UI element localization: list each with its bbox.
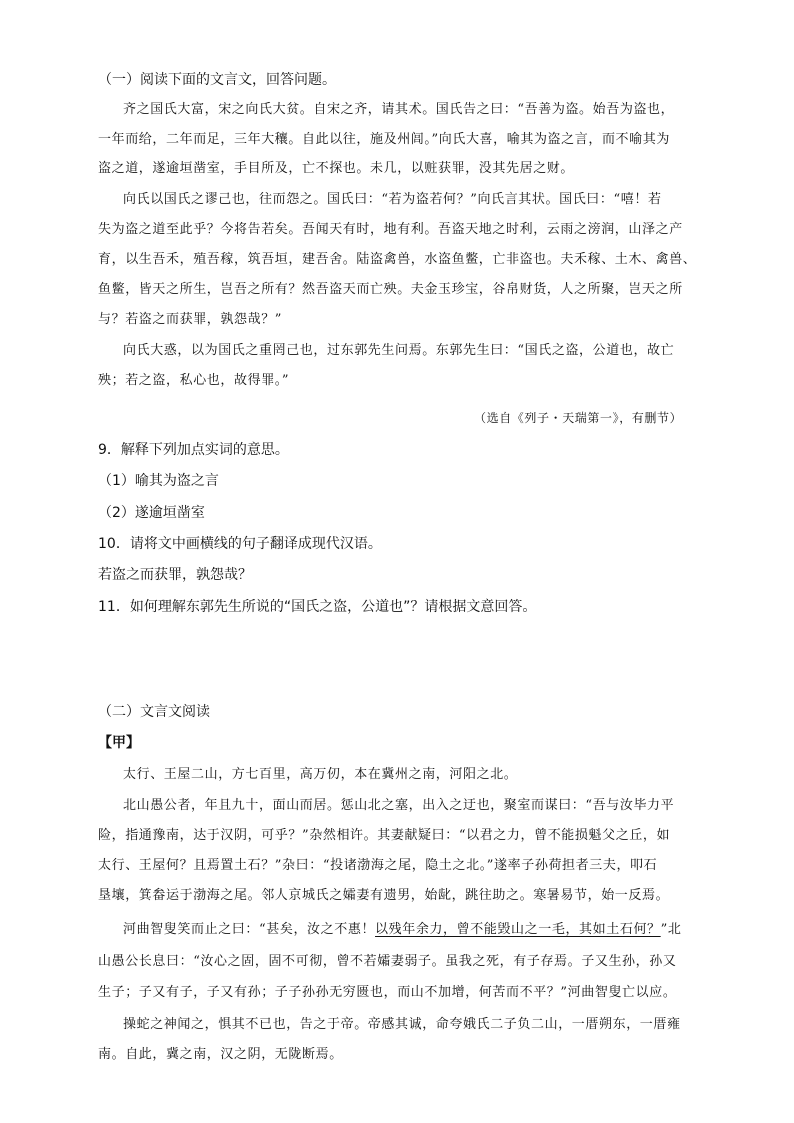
passage1-line: 向氏以国氏之谬己也，往而怨之。国氏曰：“若为盗若何？”向氏言其状。国氏曰：“嘻！若 [123,192,662,207]
passage1-line: 殃；若之盗，私心也，故得罪。” [98,373,290,388]
passage2-line: 生子；子又有子，子又有孙；子子孙孙无穷匮也，而山不加增，何苦而不平？”河曲智叟亡以应。 [98,985,677,1000]
section2-label: 【甲】 [98,735,140,751]
passage1-line: 与？若盗之而获罪，孰怨哉？” [98,312,283,327]
passage2-text: ”北 [660,922,682,937]
question-10: 10．请将文中画横线的句子翻译成现代汉语。 [98,536,382,552]
passage2-line: 太行、王屋何？且焉置土石？”杂曰：“投诸渤海之尾，隐土之北。”遂率子孙荷担者三夫，叩石 [98,858,658,873]
question-11: 11．如何理解东郭先生所说的“国氏之盗，公道也”？请根据文意回答。 [98,599,537,615]
section1-heading: （一）阅读下面的文言文，回答问题。 [98,72,336,88]
passage2-line: 险，指通豫南，达于汉阴，可乎？”杂然相许。其妻献疑曰：“以君之力，曾不能损魁父之丘，如 [98,828,671,843]
passage2-line: 山愚公长息曰：“汝心之固，固不可彻，曾不若孀妻弱子。虽我之死，有子存焉。子又生孙，孙又 [98,954,677,969]
question-10-sentence: 若盗之而获罪，孰怨哉？ [98,567,252,583]
section2-heading: （二）文言文阅读 [98,704,210,720]
passage2-text: 河曲智叟笑而止之曰：“甚矣，汝之不惠！ [123,922,376,937]
passage1-line: 一年而给，二年而足，三年大穰。自此以往，施及州闾。”向氏大喜，喻其为盗之言，而不喻其为 [98,132,670,147]
passage1-line: 盗之道，遂逾垣凿室，手目所及，亡不探也。未几，以赃获罪，没其先居之财。 [98,161,575,176]
passage1-line: 向氏大惑，以为国氏之重罔己也，过东郭先生问焉。东郭先生曰：“国氏之盗，公道也，故亡 [123,343,675,358]
question-9-item-2: （2）遂逾垣凿室 [98,505,205,521]
passage2-line: 垦壤，箕畚运于渤海之尾。邻人京城氏之孀妻有遗男，始龀，跳往助之。寒暑易节，始一反焉。 [98,888,670,903]
passage1-line: 齐之国氏大富，宋之向氏大贫。自宋之齐，请其术。国氏告之曰：“吾善为盗。始吾为盗也， [123,102,675,117]
passage1-line: 鱼鳖，皆天之所生，岂吾之所有？然吾盗天而亡殃。夫金玉珍宝，谷帛财货，人之所聚，岂天之所 [98,282,683,297]
passage2-line: 北山愚公者，年且九十，面山而居。惩山北之塞，出入之迂也，聚室而谋曰：“吾与汝毕力平 [123,798,675,813]
passage2-line: 太行、王屋二山，方七百里，高万仞，本在冀州之南，河阳之北。 [123,767,518,782]
question-9: 9．解释下列加点实词的意思。 [98,442,289,458]
underlined-sentence: 以残年余力，曾不能毁山之一毛，其如土石何？ [375,922,661,937]
source-citation: （选自《列子・天瑞第一》，有删节） [474,411,683,425]
passage2-line [123,920,682,940]
passage1-line: 失为盗之道至此乎？今将告若矣。吾闻天有时，地有利。吾盗天地之时利，云雨之滂润，山泽之产 [98,222,683,237]
question-9-item-1: （1）喻其为盗之言 [98,473,219,489]
passage1-line: 育，以生吾禾，殖吾稼，筑吾垣，建吾舍。陆盗禽兽，水盗鱼鳖，亡非盗也。夫禾稼、土木、禽兽、 [98,252,697,267]
passage2-line: 操蛇之神闻之，惧其不已也，告之于帝。帝感其诚，命夸娥氏二子负二山，一厝朔东，一厝雍 [123,1017,681,1032]
passage2-line: 南。自此，冀之南，汉之阴，无陇断焉。 [98,1047,343,1062]
